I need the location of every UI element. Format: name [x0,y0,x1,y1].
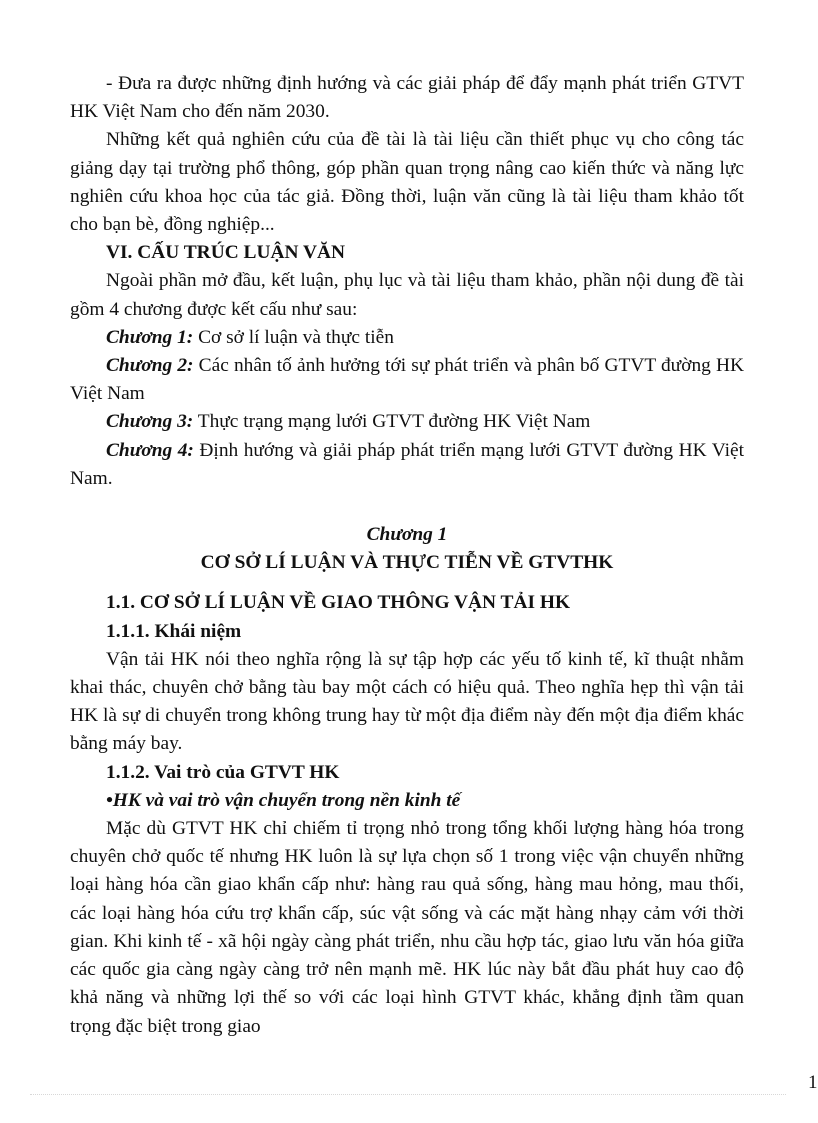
page-number: 1 [808,1072,818,1093]
chapter-list-text: Định hướng và giải pháp phát triển mạng lưới GTVT đường HK Việt Nam. [70,439,744,489]
chapter-list-text: Cơ sở lí luận và thực tiễn [193,326,394,348]
footer-divider [30,1094,786,1095]
paragraph-structure-intro: Ngoài phần mở đầu, kết luận, phụ lục và tài liệu tham khảo, phần nội dung đề tài gồm 4 chương được kết cấu như sau: [70,270,744,320]
chapter-list-text: Các nhân tố ảnh hưởng tới sự phát triển và phân bố GTVT đường HK Việt Nam [70,355,744,405]
chapter-list-label: Chương 1: [106,326,194,348]
section-heading-1-1-1: 1.1.1. Khái niệm [106,620,242,642]
chapter-list-label: Chương 2: [106,355,194,377]
section-heading-1-1-2: 1.1.2. Vai trò của GTVT HK [106,761,340,783]
chapter-title: CƠ SỞ LÍ LUẬN VÀ THỰC TIỄN VỀ GTVTHK [200,552,614,574]
chapter-list-item-4 [70,437,744,493]
paragraph-role: Mặc dù GTVT HK chỉ chiếm tỉ trọng nhỏ trong tổng khối lượng hàng hóa trong chuyên chở quốc tế nhưng HK luôn là sự lựa chọn số 1 trong việc vận chuyển những loại hàng hóa cần giao khẩn cấp như: hàng rau quả sống, hàng mau hỏng, mau thối, các loại hàng hóa cứu trợ khẩn cấp, súc vật sống và các mặt hàng nhạy cảm với thời gian. Khi kinh tế - xã hội ngày càng phát triển, nhu cầu hợp tác, giao lưu văn hóa giữa các quốc gia càng ngày càng trở nên mạnh mẽ. HK lúc này bắt đầu phát huy cao độ khả năng và những lợi thế so với các loại hình GTVT khác, khẳng định tầm quan trọng đặc biệt trong giao [70,818,744,1037]
bullet-heading: •HK và vai trò vận chuyển trong nền kinh tế [106,789,461,811]
chapter-list-label: Chương 3: [106,411,194,433]
document-page [70,70,744,1041]
chapter-list-item-3 [70,408,744,436]
paragraph-goals: - Đưa ra được những định hướng và các giải pháp để đẩy mạnh phát triển GTVT HK Việt Nam cho đến năm 2030. [70,73,744,123]
paragraph-concept: Vận tải HK nói theo nghĩa rộng là sự tập hợp các yếu tố kinh tế, kĩ thuật nhằm khai thác, chuyên chở bằng tàu bay một cách có hiệu quả. Theo nghĩa hẹp thì vận tải HK là sự di chuyển trong không trung hay từ một địa điểm này đến một địa điểm khác bằng máy bay. [70,648,744,755]
paragraph-results: Những kết quả nghiên cứu của đề tài là tài liệu cần thiết phục vụ cho công tác giảng dạy tại trường phổ thông, góp phần quan trọng nâng cao kiến thức và năng lực nghiên cứu khoa học của tác giả. Đồng thời, luận văn cũng là tài liệu tham khảo tốt cho bạn bè, đồng nghiệp... [70,129,744,236]
section-heading-1-1: 1.1. CƠ SỞ LÍ LUẬN VỀ GIAO THÔNG VẬN TẢI HK [106,592,571,614]
chapter-list-label: Chương 4: [106,439,194,461]
chapter-label: Chương 1 [366,524,448,546]
chapter-list-item-2 [70,352,744,408]
chapter-list-text: Thực trạng mạng lưới GTVT đường HK Việt Nam [193,411,591,433]
chapter-list-item-1 [70,324,744,352]
section-heading-structure: VI. CẤU TRÚC LUẬN VĂN [106,242,345,264]
